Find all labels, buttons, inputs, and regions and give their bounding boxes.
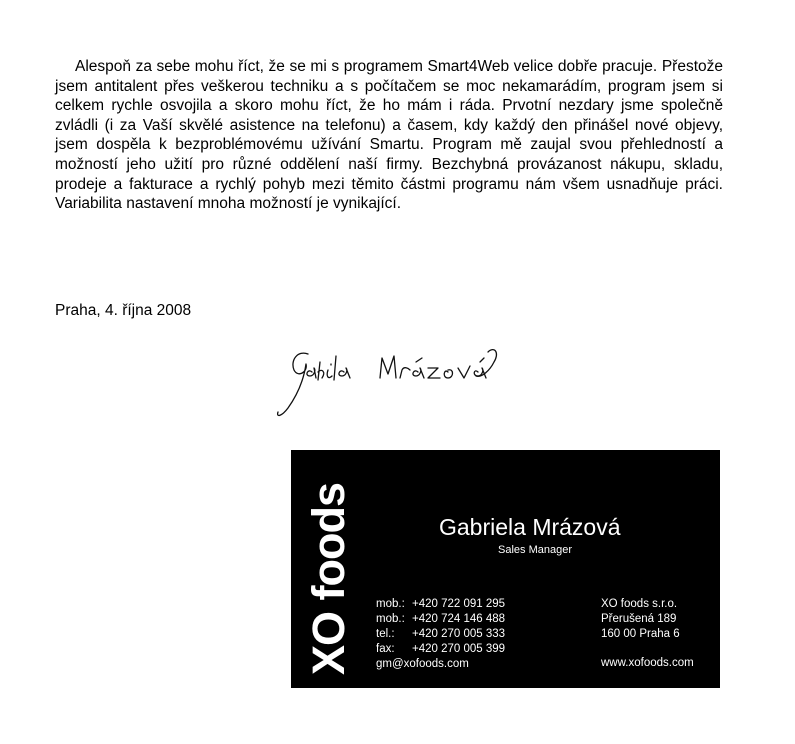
contact-row: tel.: +420 270 005 333 — [376, 628, 506, 640]
card-company-address — [601, 597, 680, 642]
contact-row: mob.: +420 722 091 295 — [376, 598, 506, 610]
company-line: Přerušená 189 — [601, 613, 677, 625]
company-line: 160 00 Praha 6 — [601, 628, 680, 640]
contact-row: mob.: +420 724 146 488 — [376, 613, 506, 625]
card-contacts — [376, 597, 505, 672]
card-person-name: Gabriela Mrázová — [439, 514, 621, 540]
card-email: gm@xofoods.com — [376, 658, 469, 670]
letter-body-text: Alespoň za sebe mohu říct, že se mi s programem Smart4Web velice dobře pracuje. Přestože jsem antitalent přes veškerou techniku a s počítačem se moc nekamarádím, program jsem si celkem rychle osvojila a skoro mohu říct, že ho mám i ráda. Prvotní nezdary jsme společně zvládli (i za Vaší skvělé asistence na telefonu) a časem, kdy každý den přinášel nové objevy, jsem dospěla k bezproblémovému užívání Smartu. Program mě zaujal svou přehledností a možností jeho užití pro různé oddělení naší firmy. Bezchybná provázanost nákupu, skladu, prodeje a fakturace a rychlý pohyb mezi těmito částmi programu nám všem usnadňuje práci. Variabilita nastavení mnoha možností je vynikající. — [55, 58, 723, 213]
business-card — [291, 450, 720, 688]
brand-logo-text: XO foods — [303, 483, 354, 675]
contact-row: fax: +420 270 005 399 — [376, 643, 506, 655]
company-line: XO foods s.r.o. — [601, 598, 678, 610]
handwritten-signature — [268, 342, 508, 424]
card-website: www.xofoods.com — [601, 657, 694, 669]
place-date: Praha, 4. října 2008 — [55, 302, 192, 319]
card-person-title: Sales Manager — [498, 544, 572, 556]
